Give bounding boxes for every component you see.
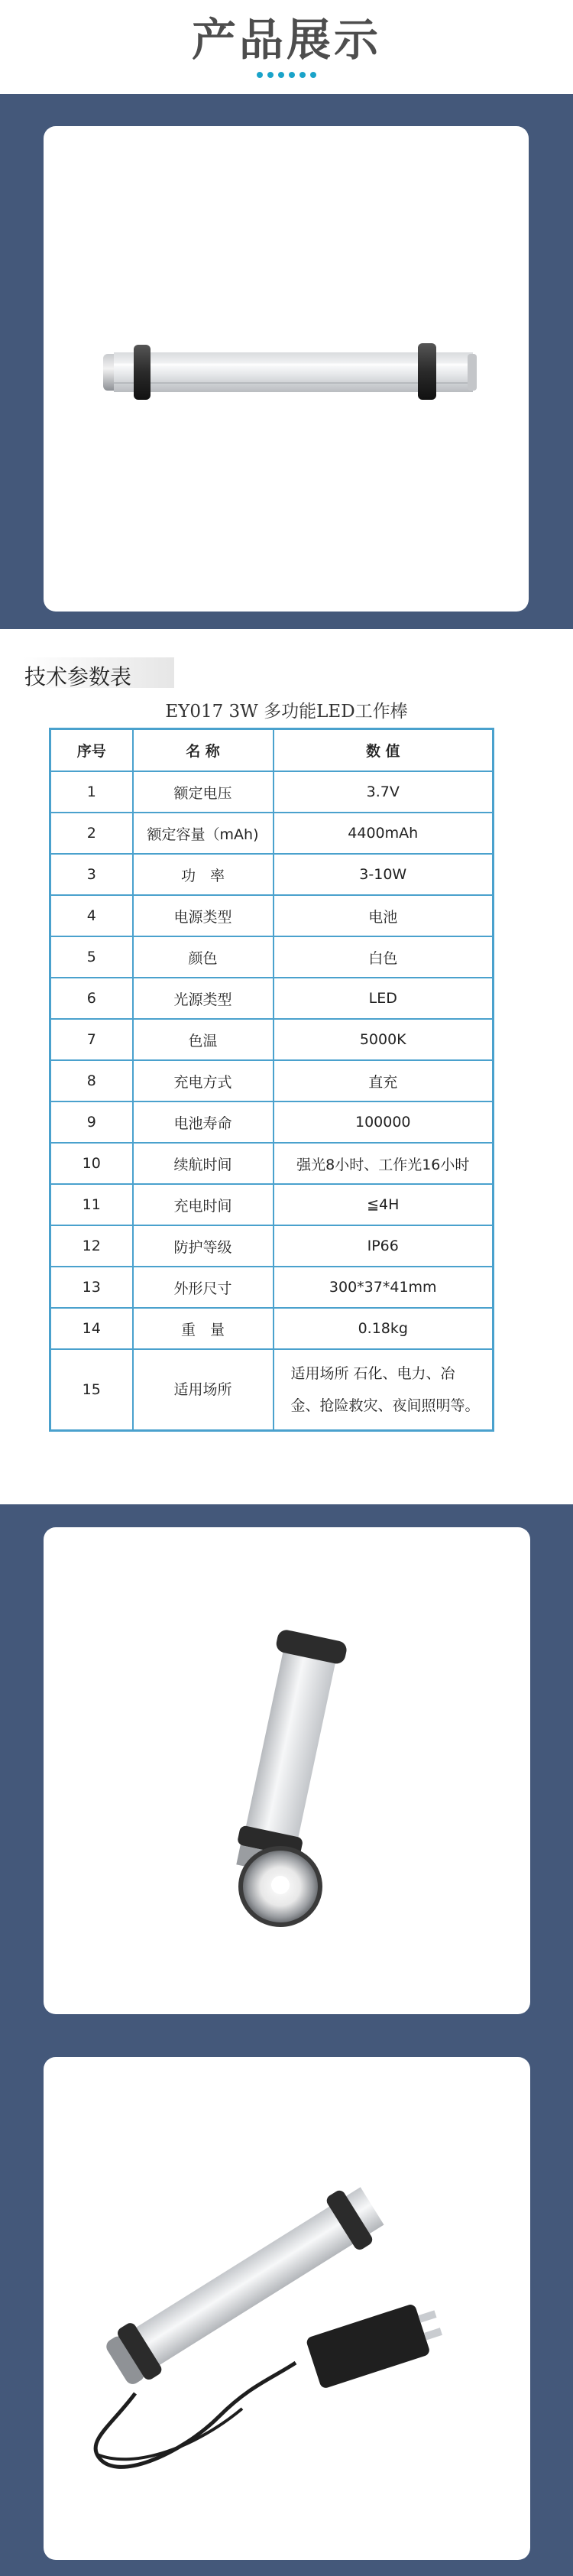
row-number: 13: [50, 1267, 133, 1308]
row-value: LED: [274, 978, 494, 1019]
row-number: 1: [50, 771, 133, 813]
row-value: 0.18kg: [274, 1308, 494, 1349]
row-value-line: 金、抢险救灾、夜间照明等。: [290, 1397, 480, 1414]
row-number: 5: [50, 936, 133, 978]
row-value-line: 适用场所 石化、电力、冶: [290, 1365, 455, 1382]
row-number: 4: [50, 895, 133, 936]
row-number: 7: [50, 1019, 133, 1060]
row-number: 11: [50, 1184, 133, 1225]
row-name: 电源类型: [133, 895, 274, 936]
spec-table: [49, 728, 494, 1432]
row-value: 5000K: [274, 1019, 494, 1060]
row-name: 充电时间: [133, 1184, 274, 1225]
table-row: [50, 771, 494, 813]
row-number: 8: [50, 1060, 133, 1101]
page-header: [0, 0, 573, 94]
row-name: 光源类型: [133, 978, 274, 1019]
row-value: 电池: [274, 895, 494, 936]
table-header-row: [50, 729, 494, 772]
table-row: [50, 895, 494, 936]
row-number: 2: [50, 813, 133, 854]
page-title: 产品展示: [191, 14, 381, 66]
product-image-card-2: [44, 1527, 530, 2014]
row-name: 外形尺寸: [133, 1267, 274, 1308]
row-name: 续航时间: [133, 1143, 274, 1184]
product-band-2: [0, 1504, 573, 2576]
title-decoration-dots: [0, 72, 573, 78]
product-image-card-1: [44, 126, 529, 612]
row-name: 额定电压: [133, 771, 274, 813]
table-row: [50, 1143, 494, 1184]
table-row: [50, 1101, 494, 1143]
table-row: [50, 1060, 494, 1101]
row-number: 10: [50, 1143, 133, 1184]
row-name: 色温: [133, 1019, 274, 1060]
table-row: [50, 1225, 494, 1267]
row-name: 重 量: [133, 1308, 274, 1349]
row-name: 适用场所: [133, 1349, 274, 1431]
table-row: [50, 1308, 494, 1349]
row-value: [274, 1349, 494, 1431]
table-row: [50, 1267, 494, 1308]
row-value: 直充: [274, 1060, 494, 1101]
table-row: [50, 854, 494, 895]
spec-heading: [23, 657, 174, 688]
lamp-with-charger-image: [44, 2057, 530, 2560]
product-image-card-3: [44, 2057, 530, 2560]
column-header: 名 称: [133, 729, 274, 772]
row-value: 3-10W: [274, 854, 494, 895]
row-value: 白色: [274, 936, 494, 978]
row-value: 强光8小时、工作光16小时: [274, 1143, 494, 1184]
row-number: 12: [50, 1225, 133, 1267]
table-row: [50, 813, 494, 854]
lamp-angled-image: [44, 1527, 530, 2014]
table-row: [50, 1019, 494, 1060]
row-value: 3.7V: [274, 771, 494, 813]
row-number: 9: [50, 1101, 133, 1143]
table-row: [50, 1184, 494, 1225]
row-name: 防护等级: [133, 1225, 274, 1267]
row-value: 300*37*41mm: [274, 1267, 494, 1308]
spec-heading-text: 技术参数表: [24, 664, 132, 689]
row-number: 15: [50, 1349, 133, 1431]
product-band-1: [0, 94, 573, 629]
row-value: 4400mAh: [274, 813, 494, 854]
row-number: 6: [50, 978, 133, 1019]
table-row: [50, 978, 494, 1019]
row-value: 100000: [274, 1101, 494, 1143]
row-value: IP66: [274, 1225, 494, 1267]
row-number: 14: [50, 1308, 133, 1349]
column-header: 序号: [50, 729, 133, 772]
row-name: 充电方式: [133, 1060, 274, 1101]
row-value: ≦4H: [274, 1184, 494, 1225]
row-name: 颜色: [133, 936, 274, 978]
row-name: 电池寿命: [133, 1101, 274, 1143]
table-row: [50, 1349, 494, 1431]
row-name: 功 率: [133, 854, 274, 895]
column-header: 数 值: [274, 729, 494, 772]
lamp-horizontal-image: [44, 126, 529, 612]
row-name: 额定容量（mAh): [133, 813, 274, 854]
row-number: 3: [50, 854, 133, 895]
table-row: [50, 936, 494, 978]
spec-subtitle: EY017 3W 多功能LED工作棒: [165, 702, 408, 722]
